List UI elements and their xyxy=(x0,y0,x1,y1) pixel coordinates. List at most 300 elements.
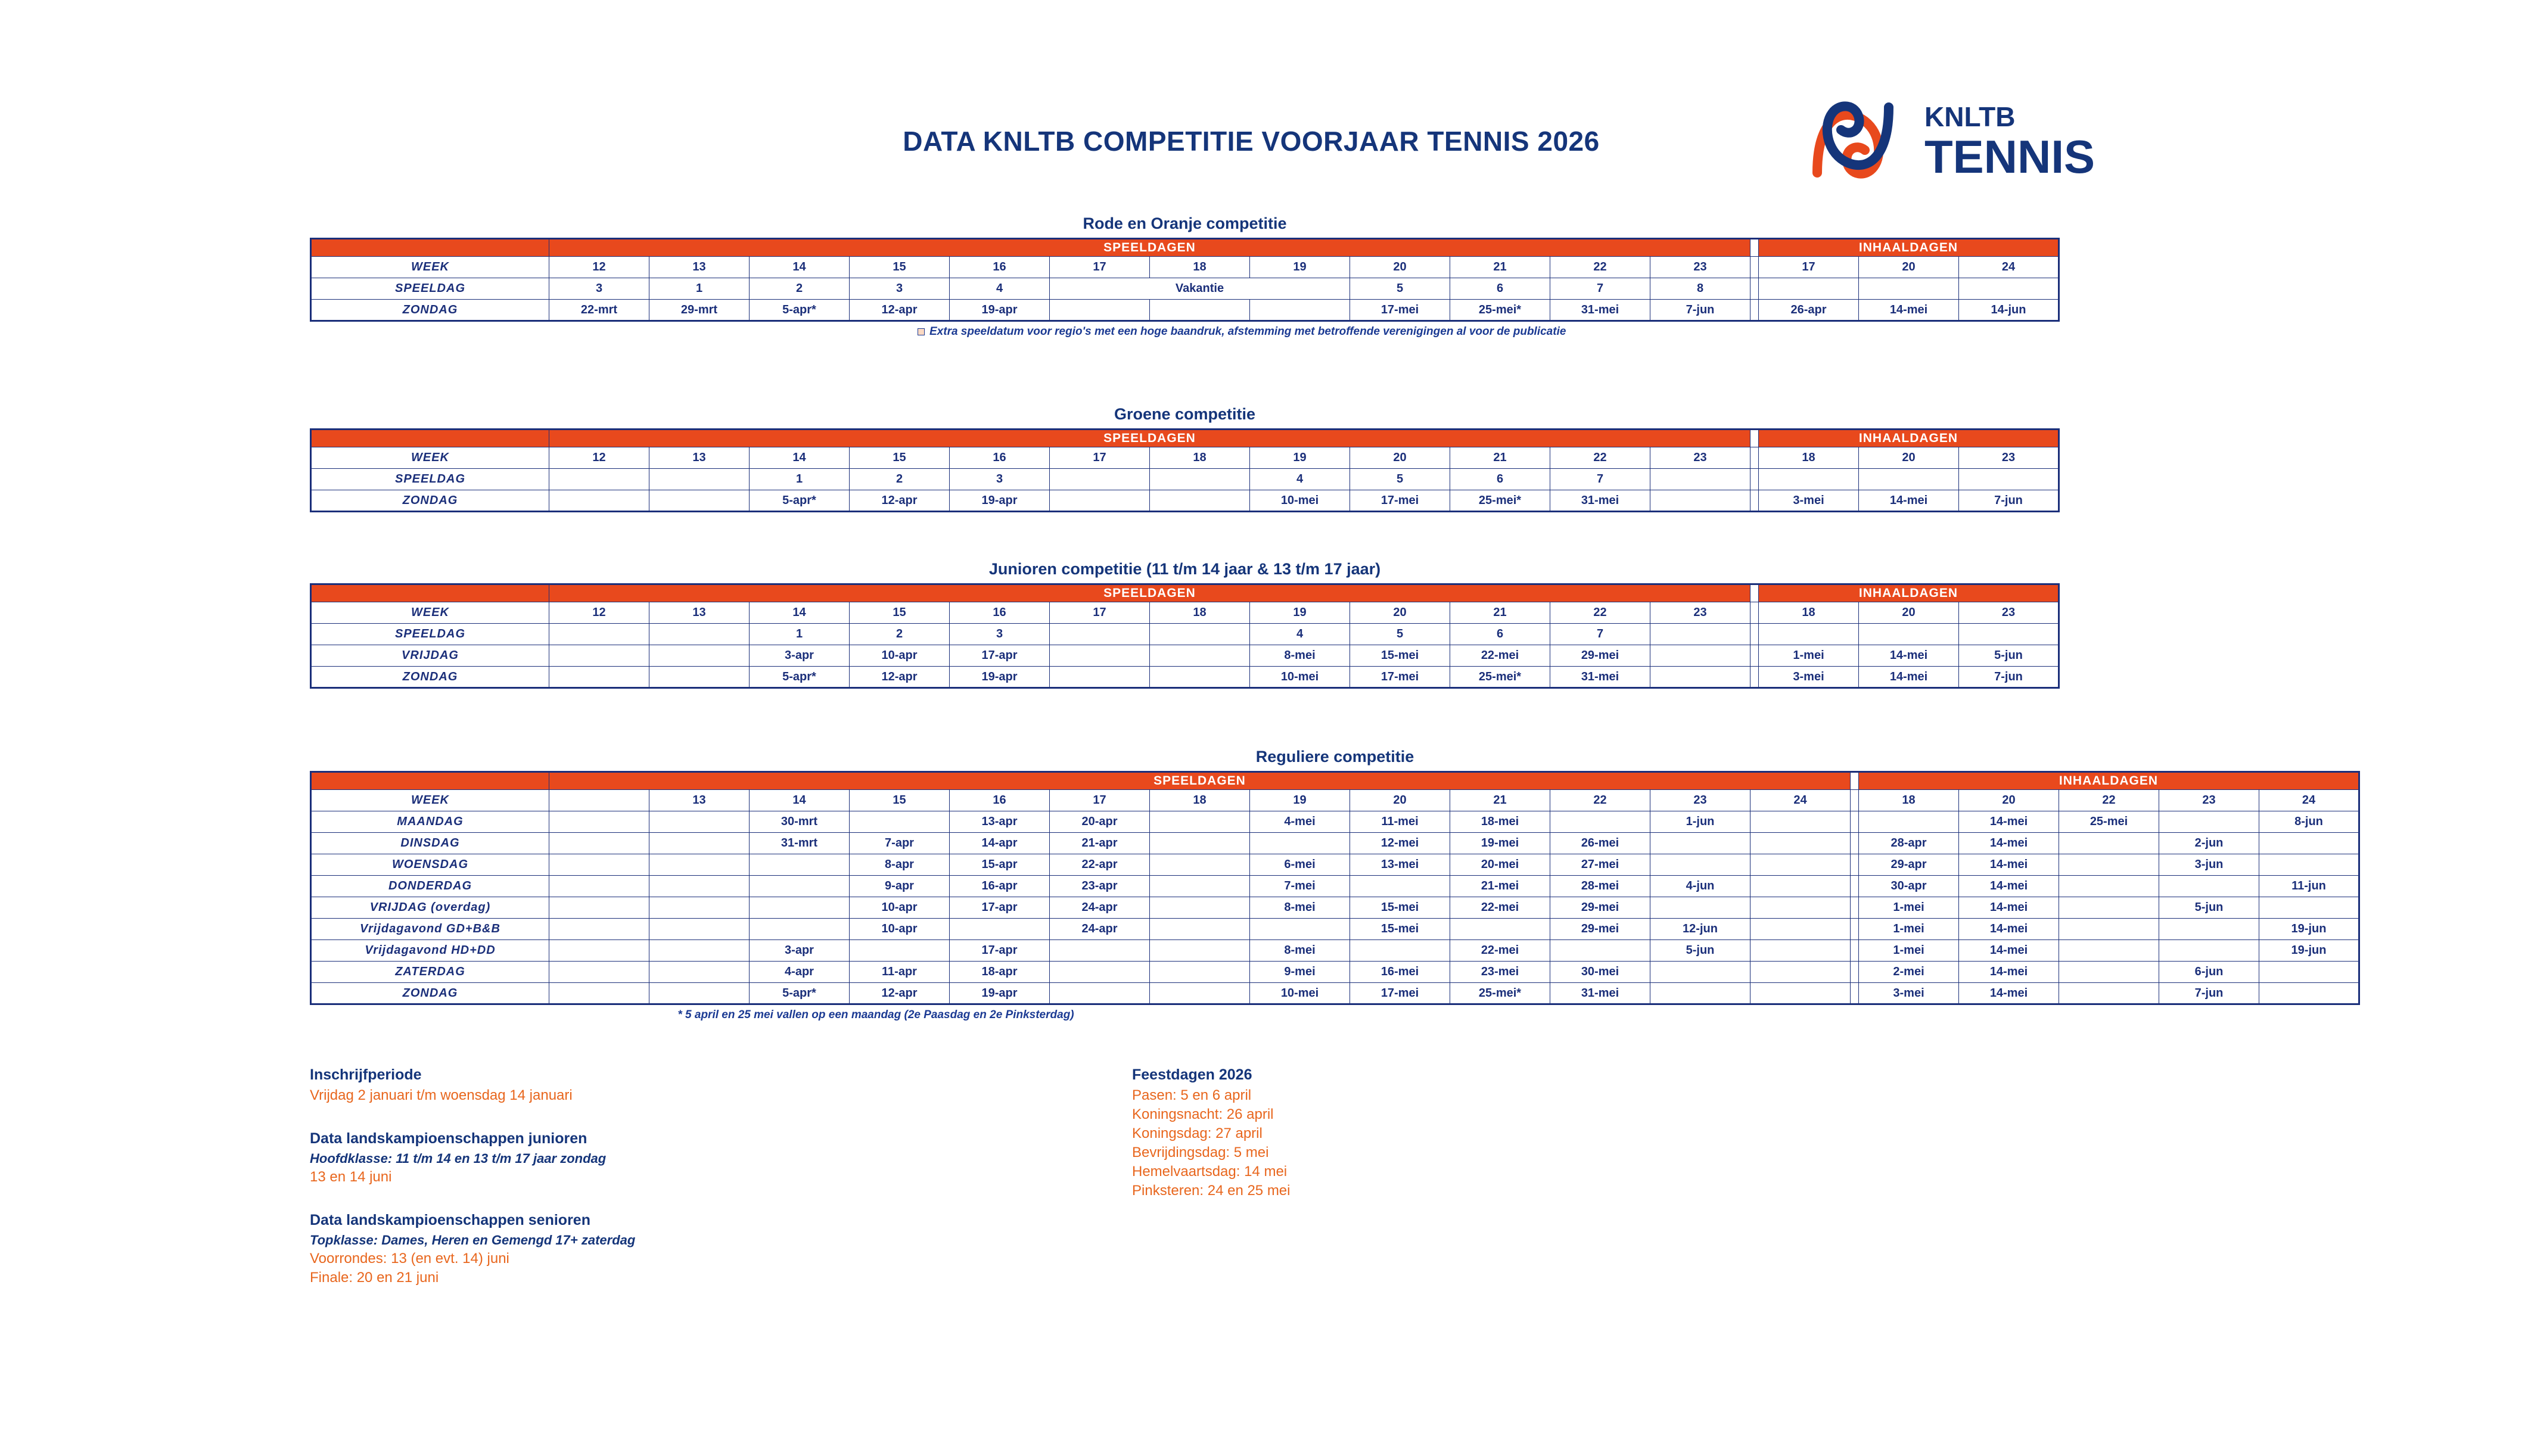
week-cell: 21 xyxy=(1450,257,1550,278)
speeldag-cell: 5 xyxy=(1350,278,1450,300)
date-cell: 12-apr xyxy=(850,490,950,512)
table-row-zondag xyxy=(311,667,2059,688)
date-cell: 17-mei xyxy=(1350,490,1450,512)
date-cell: 15-apr xyxy=(950,854,1050,876)
speeldag-cell xyxy=(1650,469,1750,490)
date-cell: 12-apr xyxy=(850,300,950,321)
date-cell: 27-mei xyxy=(1550,854,1650,876)
section-rood-oranje xyxy=(310,214,2060,338)
speeldag-cell: 6 xyxy=(1450,278,1550,300)
date-cell xyxy=(1750,897,1851,919)
date-cell xyxy=(649,919,750,940)
date-cell: 10-apr xyxy=(850,919,950,940)
inhaal-week-cell: 20 xyxy=(1959,790,2059,811)
note-heading: Inschrijfperiode xyxy=(310,1066,422,1083)
date-cell xyxy=(549,667,649,688)
date-cell: 20-mei xyxy=(1450,854,1550,876)
section-title: Reguliere competitie xyxy=(1255,748,1414,766)
date-cell xyxy=(649,962,750,983)
date-cell xyxy=(1150,854,1250,876)
inhaal-date-cell: 1-mei xyxy=(1859,919,1959,940)
table-spacer xyxy=(1750,300,1759,321)
inhaal-week-cell: 24 xyxy=(1959,257,2059,278)
date-cell xyxy=(649,811,750,833)
table-row-speeldag xyxy=(311,278,2059,300)
date-cell: 5-jun xyxy=(1650,940,1750,962)
date-cell xyxy=(1650,854,1750,876)
table-spacer xyxy=(1750,447,1759,469)
table-row xyxy=(311,854,2359,876)
inhaal-date-cell: 14-mei xyxy=(1959,983,2059,1004)
table-row-speeldag xyxy=(311,624,2059,645)
note-line: Vrijdag 2 januari t/m woensdag 14 januari xyxy=(310,1087,573,1103)
inhaal-date-cell: 14-mei xyxy=(1859,645,1959,667)
date-cell xyxy=(1750,983,1851,1004)
schedule-table-groen xyxy=(310,428,2060,512)
week-cell: 23 xyxy=(1650,602,1750,624)
date-cell: 28-mei xyxy=(1550,876,1650,897)
week-cell: 19 xyxy=(1250,602,1350,624)
date-cell: 31-mei xyxy=(1550,667,1650,688)
date-cell: 18-mei xyxy=(1450,811,1550,833)
inhaal-week-cell: 20 xyxy=(1859,257,1959,278)
date-cell: 15-mei xyxy=(1350,897,1450,919)
inhaal-speeldag-cell xyxy=(1959,278,2059,300)
inhaal-date-cell xyxy=(2259,854,2359,876)
inhaal-week-cell: 22 xyxy=(2059,790,2159,811)
week-cell: 19 xyxy=(1250,257,1350,278)
table-band-row xyxy=(311,239,2059,257)
inhaal-date-cell: 19-jun xyxy=(2259,919,2359,940)
table-spacer xyxy=(1750,645,1759,667)
inhaal-date-cell: 14-mei xyxy=(1959,919,2059,940)
speeldag-cell: 3 xyxy=(950,624,1050,645)
table-row xyxy=(311,983,2359,1004)
band-inhaaldagen: INHAALDAGEN xyxy=(1759,430,2059,447)
schedule-table-rood-oranje xyxy=(310,238,2060,322)
date-cell xyxy=(549,833,649,854)
inhaal-week-cell: 23 xyxy=(1959,602,2059,624)
date-cell xyxy=(1150,876,1250,897)
date-cell: 5-apr* xyxy=(750,667,850,688)
inhaal-date-cell: 29-apr xyxy=(1859,854,1959,876)
date-cell: 10-mei xyxy=(1250,490,1350,512)
row-label-day: WOENSDAG xyxy=(311,854,549,876)
week-cell: 23 xyxy=(1650,257,1750,278)
date-cell xyxy=(649,897,750,919)
date-cell: 5-apr* xyxy=(750,983,850,1004)
inhaal-date-cell xyxy=(2059,983,2159,1004)
week-cell: 19 xyxy=(1250,447,1350,469)
inhaal-speeldag-cell xyxy=(1859,278,1959,300)
date-cell xyxy=(1550,811,1650,833)
date-cell: 3-apr xyxy=(750,645,850,667)
row-label-day: DONDERDAG xyxy=(311,876,549,897)
note-line: Hemelvaartsdag: 14 mei xyxy=(1132,1163,1288,1180)
inhaal-date-cell: 3-mei xyxy=(1759,667,1859,688)
table-spacer xyxy=(1851,790,1859,811)
week-cell: 16 xyxy=(950,447,1050,469)
date-cell xyxy=(1250,833,1350,854)
week-cell: 17 xyxy=(1050,602,1150,624)
inhaal-date-cell: 3-mei xyxy=(1759,490,1859,512)
date-cell: 4-mei xyxy=(1250,811,1350,833)
row-label-day: MAANDAG xyxy=(311,811,549,833)
inhaal-week-cell: 24 xyxy=(2259,790,2359,811)
week-cell: 24 xyxy=(1750,790,1851,811)
date-cell xyxy=(549,983,649,1004)
week-cell: 18 xyxy=(1150,447,1250,469)
inhaal-date-cell xyxy=(2059,854,2159,876)
table-row xyxy=(311,876,2359,897)
week-cell: 20 xyxy=(1350,602,1450,624)
note-line: Koningsnacht: 26 april xyxy=(1132,1106,1274,1122)
date-cell: 10-apr xyxy=(850,897,950,919)
inhaal-date-cell: 3-jun xyxy=(2159,854,2259,876)
date-cell: 25-mei* xyxy=(1450,667,1550,688)
band-blank xyxy=(311,772,549,790)
speeldag-cell: 8 xyxy=(1650,278,1750,300)
date-cell: 8-apr xyxy=(850,854,950,876)
week-cell: 23 xyxy=(1650,447,1750,469)
date-cell: 21-apr xyxy=(1050,833,1150,854)
row-label-day: Vrijdagavond HD+DD xyxy=(311,940,549,962)
date-cell xyxy=(750,897,850,919)
inhaal-date-cell xyxy=(2159,940,2259,962)
date-cell: 15-mei xyxy=(1350,919,1450,940)
inhaal-week-cell: 18 xyxy=(1859,790,1959,811)
table-spacer xyxy=(1851,940,1859,962)
week-cell: 13 xyxy=(649,790,750,811)
table-row-week xyxy=(311,790,2359,811)
date-cell: 31-mei xyxy=(1550,490,1650,512)
band-speeldagen: SPEELDAGEN xyxy=(549,430,1750,447)
inhaal-date-cell: 8-jun xyxy=(2259,811,2359,833)
speeldag-cell: 7 xyxy=(1550,278,1650,300)
date-cell: 8-mei xyxy=(1250,897,1350,919)
table-spacer xyxy=(1750,667,1759,688)
inhaal-week-cell: 23 xyxy=(1959,447,2059,469)
speeldag-cell xyxy=(649,624,750,645)
inhaal-date-cell xyxy=(2059,962,2159,983)
date-cell xyxy=(649,667,750,688)
date-cell: 23-mei xyxy=(1450,962,1550,983)
date-cell: 25-mei* xyxy=(1450,490,1550,512)
inhaal-speeldag-cell xyxy=(1959,469,2059,490)
note-inschrijfperiode xyxy=(310,1066,1055,1104)
week-cell: 20 xyxy=(1350,790,1450,811)
week-cell: 16 xyxy=(950,257,1050,278)
date-cell xyxy=(1050,645,1150,667)
date-cell: 29-mei xyxy=(1550,919,1650,940)
row-label-speeldag: SPEELDAG xyxy=(311,624,549,645)
note-line: Finale: 20 en 21 juni xyxy=(310,1270,439,1286)
row-label-speeldag: SPEELDAG xyxy=(311,469,549,490)
row-label-day: ZONDAG xyxy=(311,667,549,688)
date-cell xyxy=(649,876,750,897)
week-cell: 13 xyxy=(649,257,750,278)
inhaal-speeldag-cell xyxy=(1759,469,1859,490)
date-cell: 30-mrt xyxy=(750,811,850,833)
inhaal-date-cell: 14-mei xyxy=(1959,940,2059,962)
date-cell: 20-apr xyxy=(1050,811,1150,833)
table-row xyxy=(311,833,2359,854)
date-cell xyxy=(1650,667,1750,688)
date-cell: 12-jun xyxy=(1650,919,1750,940)
inhaal-speeldag-cell xyxy=(1759,278,1859,300)
date-cell xyxy=(549,490,649,512)
week-cell: 13 xyxy=(649,602,750,624)
inhaal-date-cell: 14-jun xyxy=(1959,300,2059,321)
week-cell: 12 xyxy=(549,257,649,278)
date-cell xyxy=(1650,983,1750,1004)
inhaal-date-cell xyxy=(2059,876,2159,897)
table-spacer xyxy=(1851,983,1859,1004)
inhaal-date-cell xyxy=(2159,919,2259,940)
note-line: Koningsdag: 27 april xyxy=(1132,1125,1263,1141)
week-cell: 21 xyxy=(1450,602,1550,624)
inhaal-date-cell xyxy=(2159,876,2259,897)
date-cell xyxy=(1350,876,1450,897)
table-row xyxy=(311,962,2359,983)
row-label-speeldag: SPEELDAG xyxy=(311,278,549,300)
date-cell: 7-apr xyxy=(850,833,950,854)
date-cell xyxy=(1650,833,1750,854)
date-cell: 12-mei xyxy=(1350,833,1450,854)
inhaal-date-cell: 14-mei xyxy=(1959,962,2059,983)
week-cell: 21 xyxy=(1450,790,1550,811)
section-title: Junioren competitie (11 t/m 14 jaar & 13 t/m 17 jaar) xyxy=(988,560,1381,578)
date-cell xyxy=(549,645,649,667)
date-cell xyxy=(1650,490,1750,512)
week-cell: 20 xyxy=(1350,257,1450,278)
inhaal-week-cell: 17 xyxy=(1759,257,1859,278)
table-spacer xyxy=(1851,811,1859,833)
date-cell xyxy=(549,876,649,897)
date-cell: 13-mei xyxy=(1350,854,1450,876)
band-separator xyxy=(1750,239,1759,257)
week-cell: 15 xyxy=(850,602,950,624)
date-cell xyxy=(1650,897,1750,919)
week-cell: 14 xyxy=(750,602,850,624)
table-spacer xyxy=(1851,854,1859,876)
date-cell xyxy=(1150,919,1250,940)
date-cell: 10-mei xyxy=(1250,983,1350,1004)
week-cell: 18 xyxy=(1150,790,1250,811)
row-label-day: ZATERDAG xyxy=(311,962,549,983)
date-cell xyxy=(1150,833,1250,854)
inhaal-date-cell: 14-mei xyxy=(1959,897,2059,919)
date-cell xyxy=(750,919,850,940)
date-cell: 22-apr xyxy=(1050,854,1150,876)
date-cell xyxy=(1450,919,1550,940)
section-junioren xyxy=(310,560,2060,689)
speeldag-cell: 3 xyxy=(850,278,950,300)
date-cell xyxy=(649,854,750,876)
inhaal-date-cell: 14-mei xyxy=(1859,300,1959,321)
date-cell xyxy=(1550,940,1650,962)
date-cell: 17-apr xyxy=(950,940,1050,962)
note-line: 13 en 14 juni xyxy=(310,1169,392,1185)
table-row-zondag xyxy=(311,490,2059,512)
speeldag-cell: 7 xyxy=(1550,469,1650,490)
week-cell: 15 xyxy=(850,257,950,278)
note-heading: Feestdagen 2026 xyxy=(1132,1066,1252,1083)
speeldag-cell: 3 xyxy=(950,469,1050,490)
date-cell xyxy=(649,940,750,962)
week-cell: 14 xyxy=(750,257,850,278)
inhaal-week-cell: 23 xyxy=(2159,790,2259,811)
date-cell xyxy=(1750,854,1851,876)
inhaal-date-cell: 6-jun xyxy=(2159,962,2259,983)
week-cell: 22 xyxy=(1550,447,1650,469)
date-cell xyxy=(1150,667,1250,688)
note-line: Pinksteren: 24 en 25 mei xyxy=(1132,1183,1291,1199)
schedule-table-junioren xyxy=(310,583,2060,689)
week-cell: 19 xyxy=(1250,790,1350,811)
footnote-extra-speeldatum xyxy=(918,325,2060,338)
date-cell xyxy=(549,854,649,876)
week-cell: 23 xyxy=(1650,790,1750,811)
date-cell xyxy=(549,962,649,983)
date-cell xyxy=(1650,645,1750,667)
table-row-week xyxy=(311,602,2059,624)
note-line: Pasen: 5 en 6 april xyxy=(1132,1087,1252,1103)
date-cell: 19-apr xyxy=(950,490,1050,512)
speeldag-cell: 4 xyxy=(1250,624,1350,645)
inhaal-speeldag-cell xyxy=(1759,624,1859,645)
inhaal-date-cell: 14-mei xyxy=(1959,811,2059,833)
inhaal-date-cell xyxy=(2059,940,2159,962)
note-heading: Data landskampioenschappen senioren xyxy=(310,1212,590,1228)
date-cell: 3-apr xyxy=(750,940,850,962)
row-label-week: WEEK xyxy=(311,257,549,278)
inhaal-speeldag-cell xyxy=(1959,624,2059,645)
speeldag-cell: 1 xyxy=(750,469,850,490)
table-row-speeldag xyxy=(311,469,2059,490)
inhaal-date-cell xyxy=(2259,897,2359,919)
inhaal-date-cell xyxy=(2259,983,2359,1004)
inhaal-date-cell: 3-mei xyxy=(1859,983,1959,1004)
date-cell xyxy=(1150,897,1250,919)
date-cell: 16-apr xyxy=(950,876,1050,897)
inhaal-date-cell: 26-apr xyxy=(1759,300,1859,321)
section-title: Rode en Oranje competitie xyxy=(1083,214,1287,232)
date-cell: 31-mrt xyxy=(750,833,850,854)
inhaal-date-cell: 5-jun xyxy=(1959,645,2059,667)
table-band-row xyxy=(311,584,2059,602)
week-cell: 14 xyxy=(750,447,850,469)
section-regulier xyxy=(310,748,2360,1022)
table-row xyxy=(311,897,2359,919)
inhaal-date-cell xyxy=(2059,919,2159,940)
date-cell: 6-mei xyxy=(1250,854,1350,876)
date-cell: 19-apr xyxy=(950,983,1050,1004)
footnote-paasdag: * 5 april en 25 mei vallen op een maandag (2e Paasdag en 2e Pinksterdag) xyxy=(677,1009,1074,1021)
band-inhaaldagen: INHAALDAGEN xyxy=(1759,239,2059,257)
inhaal-date-cell: 1-mei xyxy=(1759,645,1859,667)
week-cell: 12 xyxy=(549,602,649,624)
date-cell xyxy=(1750,811,1851,833)
date-cell: 4-apr xyxy=(750,962,850,983)
date-cell: 31-mei xyxy=(1550,983,1650,1004)
date-cell: 30-mei xyxy=(1550,962,1650,983)
row-label-day: VRIJDAG (overdag) xyxy=(311,897,549,919)
table-spacer xyxy=(1851,897,1859,919)
date-cell: 17-mei xyxy=(1350,667,1450,688)
page-title: DATA KNLTB COMPETITIE VOORJAAR TENNIS 2026 xyxy=(903,126,1600,157)
band-blank xyxy=(311,239,549,257)
date-cell: 22-mei xyxy=(1450,940,1550,962)
band-inhaaldagen: INHAALDAGEN xyxy=(1759,584,2059,602)
table-row-week xyxy=(311,257,2059,278)
speeldag-cell: 5 xyxy=(1350,624,1450,645)
date-cell: 15-mei xyxy=(1350,645,1450,667)
row-label-day: ZONDAG xyxy=(311,300,549,321)
speeldag-cell: 2 xyxy=(850,624,950,645)
date-cell: 11-mei xyxy=(1350,811,1450,833)
speeldag-cell: 1 xyxy=(649,278,750,300)
inhaal-date-cell: 14-mei xyxy=(1959,876,2059,897)
speeldag-cell xyxy=(1650,624,1750,645)
date-cell xyxy=(1150,983,1250,1004)
date-cell: 23-apr xyxy=(1050,876,1150,897)
inhaal-date-cell: 7-jun xyxy=(2159,983,2259,1004)
note-lk-senioren xyxy=(310,1212,1055,1286)
speeldag-cell xyxy=(649,469,750,490)
inhaal-week-cell: 18 xyxy=(1759,602,1859,624)
speeldag-cell: 1 xyxy=(750,624,850,645)
date-cell xyxy=(850,811,950,833)
inhaal-date-cell: 2-jun xyxy=(2159,833,2259,854)
svg-text:TENNIS: TENNIS xyxy=(1924,130,2095,183)
inhaal-date-cell: 1-mei xyxy=(1859,940,1959,962)
inhaal-date-cell: 11-jun xyxy=(2259,876,2359,897)
table-row xyxy=(311,919,2359,940)
inhaal-date-cell xyxy=(2059,897,2159,919)
date-cell xyxy=(850,940,950,962)
note-subheading: Hoofdklasse: 11 t/m 14 en 13 t/m 17 jaar zondag xyxy=(310,1151,607,1166)
date-cell: 31-mei xyxy=(1550,300,1650,321)
speeldag-cell: 2 xyxy=(850,469,950,490)
week-cell: 17 xyxy=(1050,257,1150,278)
inhaal-date-cell: 25-mei xyxy=(2059,811,2159,833)
speeldag-cell xyxy=(549,469,649,490)
date-cell: 12-apr xyxy=(850,667,950,688)
week-cell: 20 xyxy=(1350,447,1450,469)
band-blank xyxy=(311,584,549,602)
week-cell: 17 xyxy=(1050,790,1150,811)
row-label-week: WEEK xyxy=(311,447,549,469)
week-cell: 18 xyxy=(1150,602,1250,624)
date-cell: 1-jun xyxy=(1650,811,1750,833)
speeldag-cell: 2 xyxy=(750,278,850,300)
table-spacer xyxy=(1851,919,1859,940)
speeldag-cell: 4 xyxy=(950,278,1050,300)
speeldag-cell-vakantie: Vakantie xyxy=(1050,278,1350,300)
week-cell: 15 xyxy=(850,790,950,811)
date-cell: 29-mei xyxy=(1550,897,1650,919)
table-row-zondag xyxy=(311,300,2059,321)
date-cell: 4-jun xyxy=(1650,876,1750,897)
week-cell: 22 xyxy=(1550,257,1650,278)
week-cell: 22 xyxy=(1550,602,1650,624)
table-spacer xyxy=(1750,490,1759,512)
date-cell xyxy=(549,811,649,833)
section-title: Groene competitie xyxy=(1114,405,1256,423)
inhaal-date-cell: 14-mei xyxy=(1959,833,2059,854)
inhaal-date-cell xyxy=(1859,811,1959,833)
